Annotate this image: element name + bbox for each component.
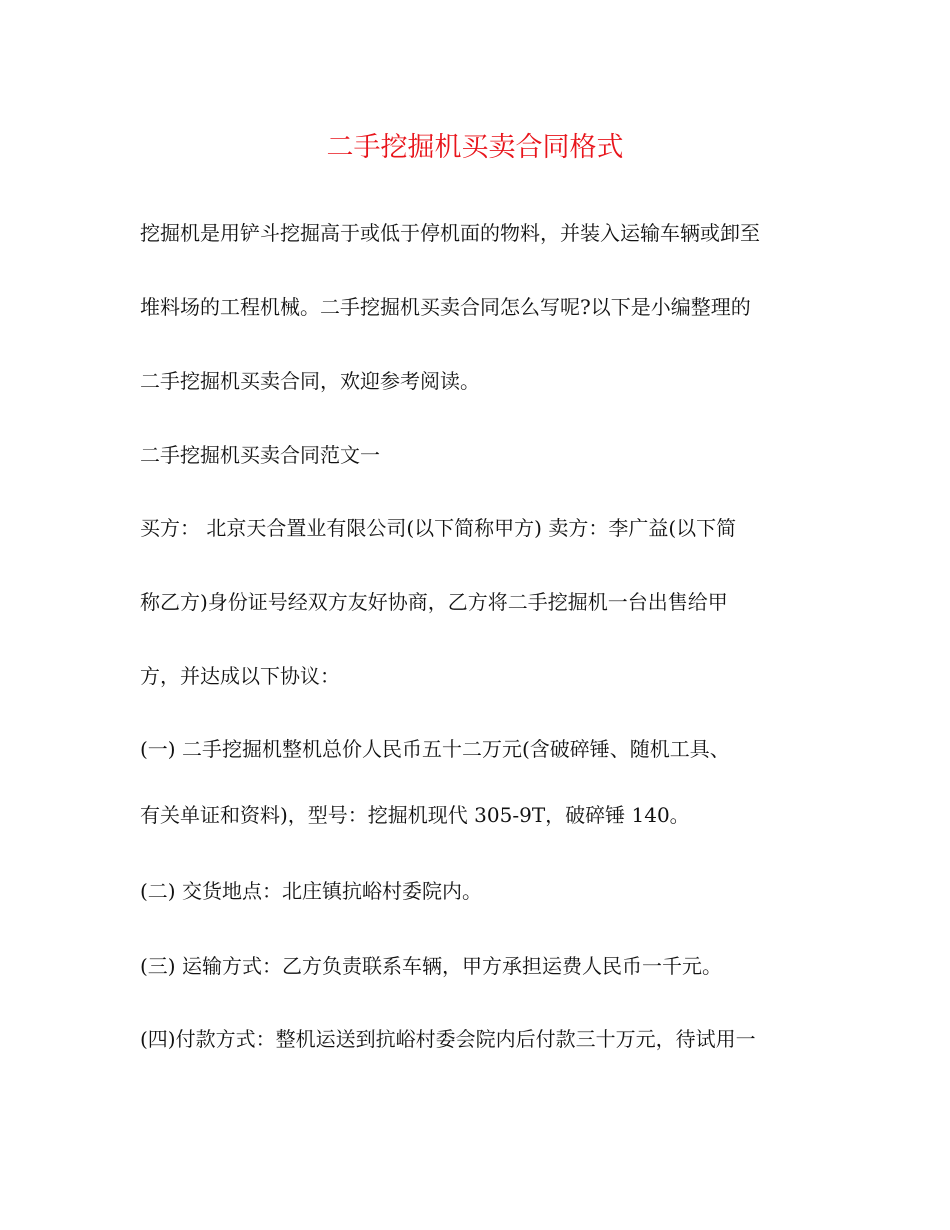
paragraph-line: 二手挖掘机买卖合同，欢迎参考阅读。 [140, 369, 480, 393]
document-title: 二手挖掘机买卖合同格式 [326, 132, 624, 163]
clause-line: (四)付款方式：整机运送到抗峪村委会院内后付款三十万元，待试用一 [140, 1027, 756, 1051]
clause-line: (一) 二手挖掘机整机总价人民币五十二万元(含破碎锤、随机工具、 [140, 737, 730, 761]
clause-line: 有关单证和资料)，型号：挖掘机现代 305-9T，破碎锤 140。 [140, 803, 690, 827]
paragraph-line: 买方： 北京天合置业有限公司(以下简称甲方) 卖方：李广益(以下简 [140, 516, 737, 540]
section-heading: 二手挖掘机买卖合同范文一 [140, 443, 380, 467]
clause-line: (二) 交货地点：北庄镇抗峪村委院内。 [140, 879, 482, 903]
paragraph-line: 挖掘机是用铲斗挖掘高于或低于停机面的物料，并装入运输车辆或卸至 [140, 221, 760, 245]
paragraph-line: 称乙方)身份证号经双方友好协商，乙方将二手挖掘机一台出售给甲 [140, 590, 728, 614]
paragraph-line: 堆料场的工程机械。二手挖掘机买卖合同怎么写呢?以下是小编整理的 [140, 295, 751, 319]
paragraph-line: 方，并达成以下协议： [140, 664, 340, 688]
clause-line: (三) 运输方式：乙方负责联系车辆，甲方承担运费人民币一千元。 [140, 954, 722, 978]
